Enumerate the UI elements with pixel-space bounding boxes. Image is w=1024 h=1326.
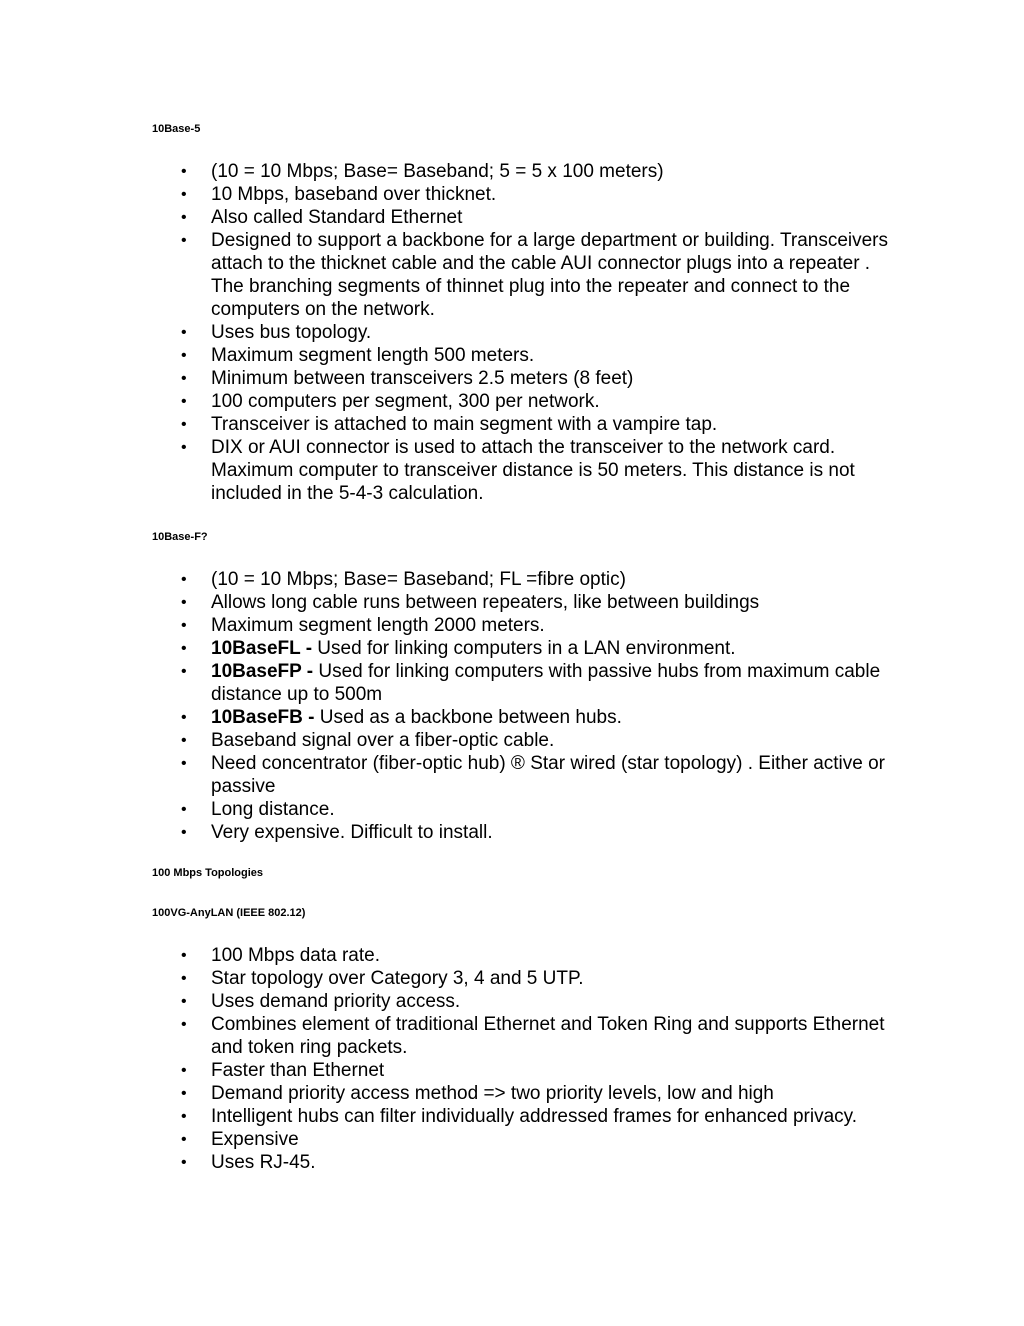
list-item — [152, 660, 892, 706]
bullet-icon: • — [181, 663, 187, 680]
item-text: Uses bus topology. — [211, 322, 372, 343]
bullet-icon: • — [181, 824, 187, 841]
item-text: Also called Standard Ethernet — [211, 207, 463, 228]
bullet-icon: • — [181, 709, 187, 726]
list-item — [152, 637, 892, 660]
item-text: 100 Mbps data rate. — [211, 945, 380, 966]
item-text: Transceiver is attached to main segment with a vampire tap. — [211, 414, 718, 435]
section-heading: 100VG-AnyLAN (IEEE 802.12) — [152, 907, 306, 919]
bullet-icon: • — [181, 209, 187, 226]
bullet-icon: • — [181, 970, 187, 987]
list-item — [152, 821, 892, 844]
list-item — [152, 206, 892, 229]
section-heading: 10Base-F? — [152, 531, 208, 543]
list-item — [152, 1105, 892, 1128]
bullet-icon: • — [181, 393, 187, 410]
bullet-icon: • — [181, 947, 187, 964]
item-text: Allows long cable runs between repeaters, like between buildings — [211, 592, 760, 613]
section-heading: 10Base-5 — [152, 123, 201, 135]
item-text: Demand priority access method => two priority levels, low and high — [211, 1083, 774, 1104]
item-term: 10BaseFB - — [211, 707, 315, 728]
list-item — [152, 614, 892, 637]
list-item — [152, 160, 892, 183]
list-item — [152, 706, 892, 729]
bullet-icon: • — [181, 1131, 187, 1148]
bullet-icon: • — [181, 1062, 187, 1079]
bullet-icon: • — [181, 755, 187, 772]
list-item — [152, 1013, 892, 1059]
list-item — [152, 591, 892, 614]
section-100mbps-topologies — [152, 866, 892, 880]
item-text: 10 Mbps, baseband over thicknet. — [211, 184, 497, 205]
item-text: Used for linking computers with passive hubs from maximum cable distance up to 500m — [211, 661, 881, 705]
bullet-icon: • — [181, 370, 187, 387]
bullet-list — [152, 160, 892, 505]
section-10base-f — [152, 530, 892, 844]
list-item — [152, 344, 892, 367]
item-text: Minimum between transceivers 2.5 meters (8 feet) — [211, 368, 634, 389]
item-text: (10 = 10 Mbps; Base= Baseband; 5 = 5 x 100 meters) — [211, 161, 664, 182]
list-item — [152, 729, 892, 752]
item-text: Long distance. — [211, 799, 335, 820]
section-10base-5 — [152, 122, 892, 505]
bullet-icon: • — [181, 163, 187, 180]
item-text: Very expensive. Difficult to install. — [211, 822, 493, 843]
item-text: Baseband signal over a fiber-optic cable. — [211, 730, 555, 751]
bullet-icon: • — [181, 801, 187, 818]
list-item — [152, 390, 892, 413]
item-text: Intelligent hubs can filter individually addressed frames for enhanced privacy. — [211, 1106, 857, 1127]
list-item — [152, 1128, 892, 1151]
item-text: Uses RJ-45. — [211, 1152, 316, 1173]
bullet-icon: • — [181, 993, 187, 1010]
list-item — [152, 367, 892, 390]
bullet-icon: • — [181, 232, 187, 249]
list-item — [152, 1059, 892, 1082]
item-text: Used for linking computers in a LAN environment. — [312, 638, 736, 659]
bullet-icon: • — [181, 416, 187, 433]
list-item — [152, 229, 892, 321]
list-item — [152, 183, 892, 206]
bullet-icon: • — [181, 186, 187, 203]
list-item — [152, 568, 892, 591]
item-text: Combines element of traditional Ethernet and Token Ring and supports Ethernet and token ring packets. — [211, 1014, 885, 1058]
section-100vg-anylan — [152, 906, 892, 1174]
item-text: 100 computers per segment, 300 per network. — [211, 391, 600, 412]
bullet-icon: • — [181, 324, 187, 341]
bullet-icon: • — [181, 439, 187, 456]
list-item — [152, 321, 892, 344]
list-item — [152, 967, 892, 990]
list-item — [152, 944, 892, 967]
item-text: Maximum segment length 500 meters. — [211, 345, 535, 366]
bullet-icon: • — [181, 1108, 187, 1125]
item-term: 10BaseFL - — [211, 638, 313, 659]
list-item — [152, 1151, 892, 1174]
item-text: Expensive — [211, 1129, 299, 1150]
list-item — [152, 436, 892, 505]
bullet-icon: • — [181, 1085, 187, 1102]
item-text: DIX or AUI connector is used to attach the transceiver to the network card. Maximum computer to transceiver distance is 50 meters. This distance is not included in the 5-4-3 calculation. — [211, 437, 855, 504]
bullet-icon: • — [181, 732, 187, 749]
bullet-icon: • — [181, 617, 187, 634]
item-text: Used as a backbone between hubs. — [314, 707, 622, 728]
list-item — [152, 798, 892, 821]
item-text: Star topology over Category 3, 4 and 5 UTP. — [211, 968, 584, 989]
list-item — [152, 1082, 892, 1105]
bullet-icon: • — [181, 347, 187, 364]
item-text: Faster than Ethernet — [211, 1060, 385, 1081]
item-text: Need concentrator (fiber-optic hub) ® Star wired (star topology) . Either active or passive — [211, 753, 886, 797]
list-item — [152, 413, 892, 436]
bullet-icon: • — [181, 594, 187, 611]
bullet-icon: • — [181, 571, 187, 588]
item-text: Maximum segment length 2000 meters. — [211, 615, 545, 636]
list-item — [152, 752, 892, 798]
item-term: 10BaseFP - — [211, 661, 314, 682]
bullet-icon: • — [181, 1154, 187, 1171]
bullet-icon: • — [181, 640, 187, 657]
item-text: (10 = 10 Mbps; Base= Baseband; FL =fibre optic) — [211, 569, 626, 590]
item-text: Designed to support a backbone for a large department or building. Transceivers attach to the thicknet cable and the cable AUI connector plugs into a repeater . The branching segments of thinnet plug into the repeater and connect to the computers on the network. — [211, 230, 889, 320]
section-heading: 100 Mbps Topologies — [152, 867, 264, 879]
bullet-list — [152, 568, 892, 844]
list-item — [152, 990, 892, 1013]
bullet-icon: • — [181, 1016, 187, 1033]
item-text: Uses demand priority access. — [211, 991, 461, 1012]
bullet-list — [152, 944, 892, 1174]
